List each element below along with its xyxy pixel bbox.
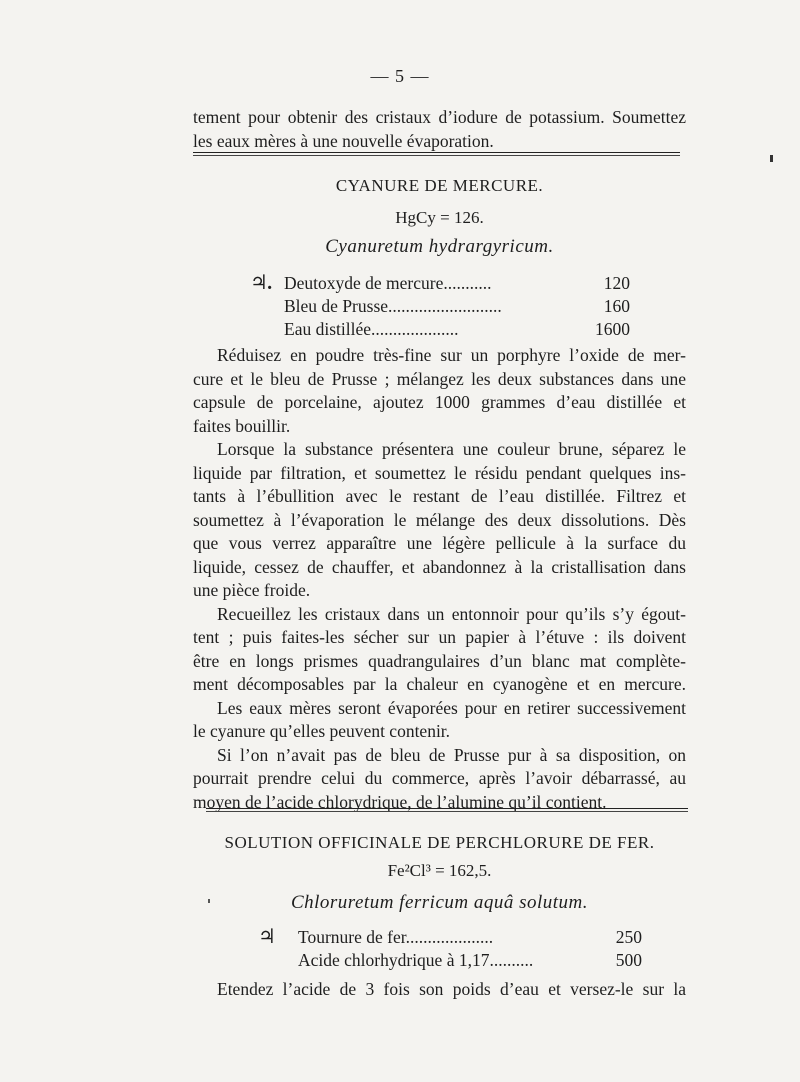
ingredient-name: Acide chlorhydrique à 1,17.......... bbox=[298, 950, 534, 970]
margin-mark bbox=[208, 899, 210, 903]
section-divider bbox=[206, 808, 688, 812]
ingredient-name: Tournure de fer.................... bbox=[298, 927, 494, 947]
paragraph-line: être en longs prismes quadrangulaires d’un blanc mat complète- bbox=[193, 650, 686, 671]
intro-line: les eaux mères à une nouvelle évaporation. bbox=[193, 131, 494, 151]
paragraph-line: Réduisez en poudre très-fine sur un porphyre l’oxide de mer- bbox=[217, 345, 686, 365]
paragraph-line: liquide, cessez de chauffer, et abandonnez à la cristallisation dans bbox=[193, 556, 686, 577]
paragraph-line: faites bouillir. bbox=[193, 415, 291, 436]
paragraph-line: tants à l’ébullition avec le restant de l’eau distillée. Filtrez et bbox=[193, 486, 686, 506]
paragraph-line: soumettez à l’évaporation le mélange des deux dissolutions. Dès bbox=[193, 509, 686, 530]
paragraph-line: Recueillez les cristaux dans un entonnoir pour qu’ils s’y égout- bbox=[217, 603, 686, 624]
ingredient-quantity: 160 bbox=[603, 296, 630, 316]
intro-line: tement pour obtenir des cristaux d’iodure de potassium. Soumettez bbox=[193, 107, 686, 127]
paragraph-line: Lorsque la substance présentera une couleur brune, séparez le bbox=[217, 439, 686, 459]
paragraph-line: Les eaux mères seront évaporées pour en retirer successivement bbox=[217, 697, 686, 718]
paragraph-line: le cyanure qu’elles peuvent contenir. bbox=[193, 721, 451, 741]
paragraph-line: tent ; puis faites-les sécher sur un papier à l’étuve : ils doivent bbox=[193, 627, 686, 647]
ingredient-quantity: 120 bbox=[603, 273, 630, 293]
ingredient-name: Eau distillée.................... bbox=[284, 319, 459, 339]
paragraph-line: moyen de l’acide chlorydrique, de l’alumine qu’il contient. bbox=[193, 791, 607, 812]
chemical-formula: HgCy = 126. bbox=[395, 208, 484, 227]
paragraph-line: pourrait prendre celui du commerce, après l’avoir débarrassé, au bbox=[193, 768, 686, 788]
section-heading-cyanure: CYANURE DE MERCURE. bbox=[335, 176, 544, 195]
page-number: — 5 — bbox=[370, 66, 430, 86]
recipe-symbol: ♃. bbox=[250, 272, 273, 294]
section-divider bbox=[193, 152, 680, 156]
ingredient-name: Deutoxyde de mercure........... bbox=[284, 273, 492, 293]
paragraph-line: capsule de porcelaine, ajoutez 1000 grammes d’eau distillée et bbox=[193, 392, 686, 412]
ingredient-quantity: 1600 bbox=[595, 319, 630, 339]
paragraph-line: Etendez l’acide de 3 fois son poids d’eau et versez-le sur la bbox=[217, 979, 686, 999]
chemical-formula: Fe²Cl³ = 162,5. bbox=[387, 861, 492, 880]
paragraph-line: une pièce froide. bbox=[193, 580, 311, 600]
ingredient-quantity: 250 bbox=[615, 927, 642, 947]
ingredient-name: Bleu de Prusse.......................... bbox=[284, 296, 502, 316]
latin-name: Chloruretum ferricum aquâ solutum. bbox=[290, 892, 589, 913]
paragraph-line: liquide par filtration, et soumettez le résidu pendant quelques ins- bbox=[193, 462, 686, 483]
latin-name: Cyanuretum hydrargyricum. bbox=[325, 236, 554, 257]
paragraph-line: cure et le bleu de Prusse ; mélangez les deux substances dans une bbox=[193, 368, 686, 389]
section-heading-perchlorure: SOLUTION OFFICINALE DE PERCHLORURE DE FER. bbox=[224, 833, 655, 852]
ingredient-quantity: 500 bbox=[615, 950, 642, 970]
paragraph-line: que vous verrez apparaître une légère pellicule à la surface du bbox=[193, 533, 686, 553]
paragraph-line: Si l’on n’avait pas de bleu de Prusse pur à sa disposition, on bbox=[217, 744, 686, 765]
paragraph-line: ment décomposables par la chaleur en cyanogène et en mercure. bbox=[193, 674, 686, 694]
margin-mark bbox=[770, 155, 773, 162]
recipe-symbol: ♃ bbox=[258, 926, 276, 948]
